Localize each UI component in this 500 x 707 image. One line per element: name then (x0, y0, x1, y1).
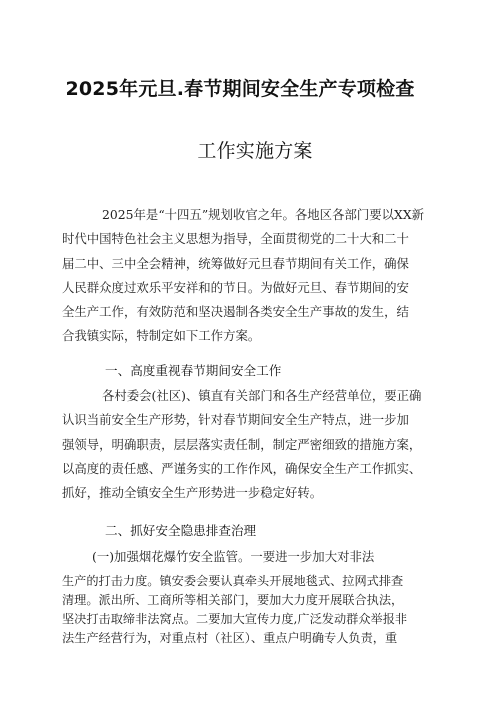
document-title-line-2: 工作实施方案 (197, 140, 313, 162)
intro-line: 届二中、三中全会精神，统筹做好元旦春节期间有关工作，确保 (62, 255, 409, 271)
intro-line: 2025年是“十四五”规划收官之年。各地区各部门要以XX新 (102, 207, 425, 222)
subsection-1-line: 生产的打击力度。镇安委会要认真牵头开展地毯式、拉网式排查 (62, 574, 404, 588)
section-1-line: 各村委会(社区)、镇直有关部门和各生产经营单位，要正确 (102, 388, 422, 403)
section-1-paragraph (62, 384, 438, 505)
section-1-line: 以高度的责任感、严谨务实的工作作风，确保安全生产工作抓实、 (62, 460, 422, 476)
section-2-heading: 二、抓好安全隐患排查治理 (105, 523, 257, 538)
subsection-1-line: 坚决打击取缔非法窝点。二要加大宣传力度,广泛发动群众举报非 (62, 612, 408, 626)
document-title-line-1: 2025年元旦.春节期间安全生产专项检查 (65, 78, 415, 100)
subsection-1-line: 法生产经营行为，对重点村（社区）、重点户明确专人负责，重 (62, 631, 398, 645)
intro-line: 时代中国特色社会主义思想为指导，全面贯彻党的二十大和二十 (62, 231, 409, 247)
intro-line: 人民群众度过欢乐平安祥和的节日。为做好元旦、春节期间的安 (62, 279, 409, 295)
intro-line: 合我镇实际，特制定如下工作方案。 (62, 328, 261, 344)
intro-line: 全生产工作，有效防范和坚决遏制各类安全生产事故的发生，结 (62, 304, 409, 320)
subsection-1-heading: (一)加强烟花爆竹安全监管。一要进一步加大对非法 (92, 549, 375, 564)
section-1-line: 强领导，明确职责，层层落实责任制，制定严密细致的措施方案， (62, 436, 422, 452)
section-1-line: 抓好，推动全镇安全生产形势进一步稳定好转。 (62, 485, 323, 501)
subsection-1-paragraph (62, 572, 438, 648)
subsection-1-line: 清理。派出所、工商所等相关部门，要加大力度开展联合执法， (62, 593, 404, 607)
section-1-heading: 一、高度重视春节期间安全工作 (105, 363, 282, 378)
section-1-line: 认识当前安全生产形势，针对春节期间安全生产特点，进一步加 (62, 412, 409, 428)
intro-paragraph (62, 203, 438, 349)
